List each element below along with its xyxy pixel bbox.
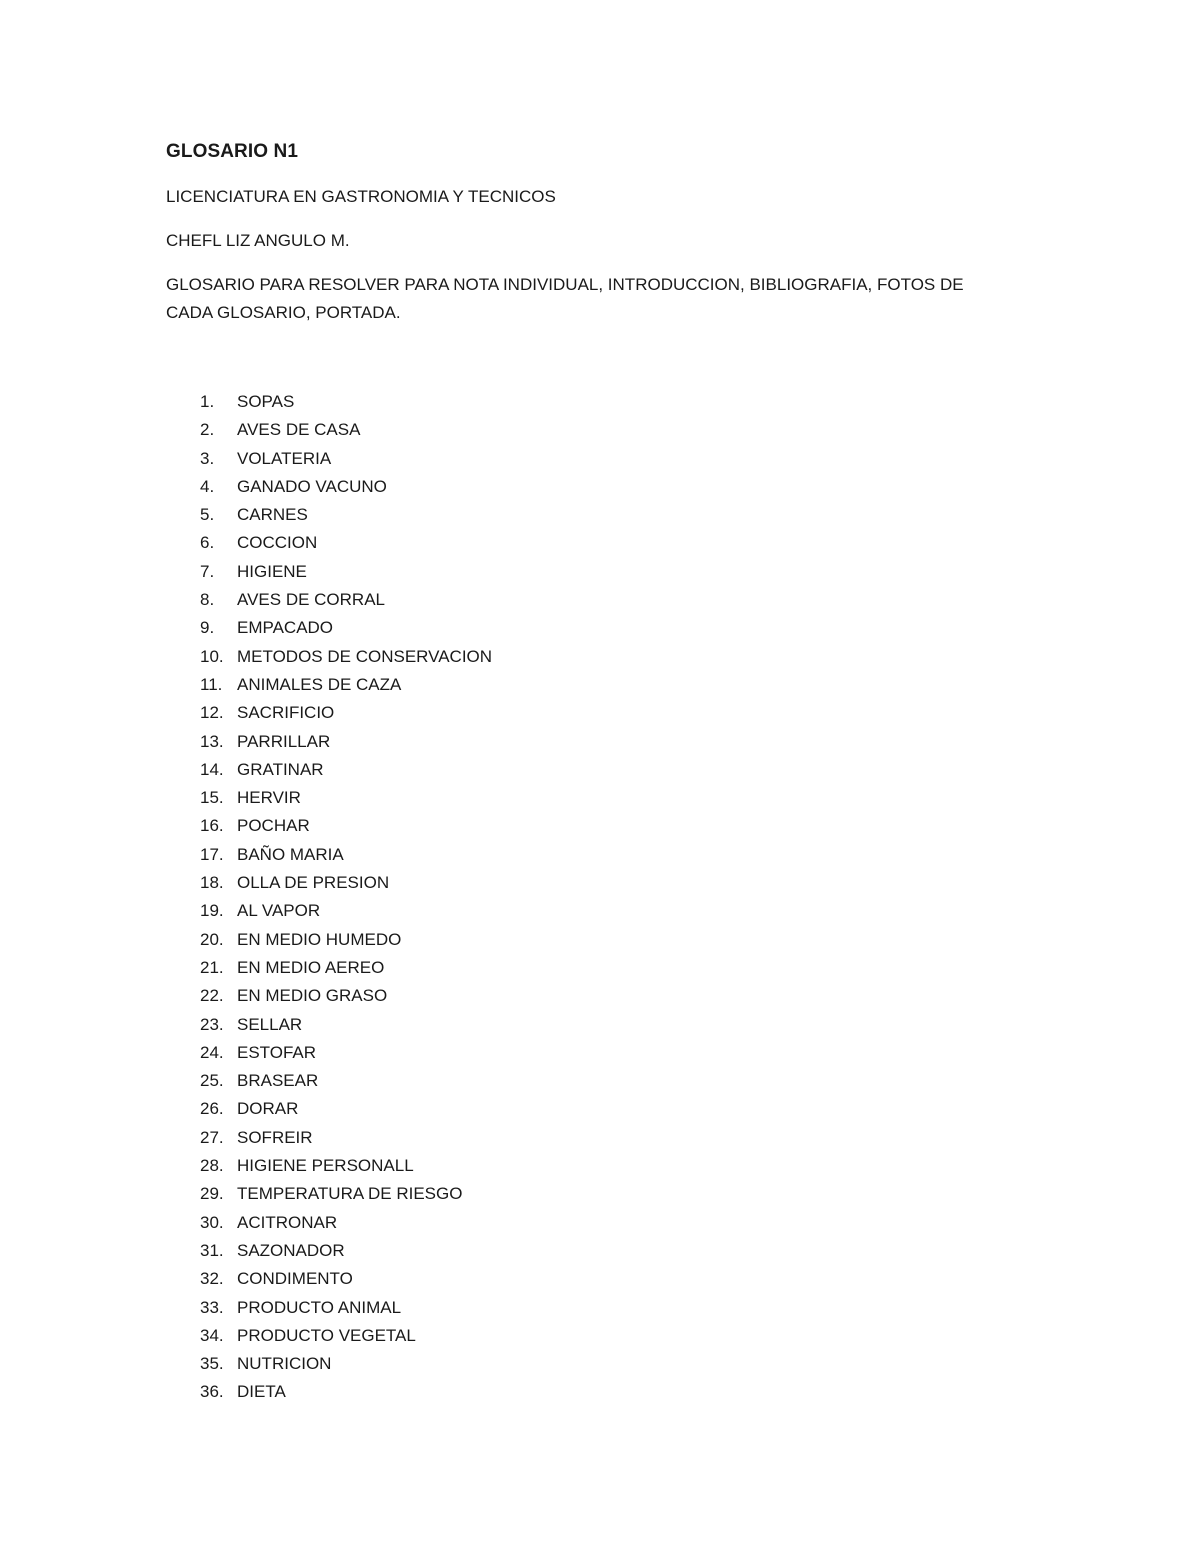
list-item-text: ESTOFAR	[237, 1042, 317, 1062]
list-item	[200, 841, 492, 869]
list-item-number: 3.	[200, 448, 215, 468]
document-title: GLOSARIO N1	[166, 141, 299, 162]
list-item-text: OLLA DE PRESION	[237, 873, 390, 893]
list-item-text: METODOS DE CONSERVACION	[237, 646, 493, 666]
instructor-line: CHEFL LIZ ANGULO M.	[166, 231, 350, 250]
list-item-text: CARNES	[237, 505, 308, 525]
list-item-text: EN MEDIO GRASO	[237, 986, 388, 1006]
list-item-text: PRODUCTO VEGETAL	[237, 1325, 416, 1345]
list-item-number: 4.	[200, 476, 215, 496]
list-item-text: DORAR	[237, 1099, 299, 1119]
instructions-line-1: GLOSARIO PARA RESOLVER PARA NOTA INDIVIDUAL, INTRODUCCION, BIBLIOGRAFIA, FOTOS DE	[166, 275, 964, 294]
list-item-text: EN MEDIO HUMEDO	[237, 929, 402, 949]
list-item-number: 32.	[200, 1269, 224, 1289]
list-item-text: GANADO VACUNO	[237, 476, 387, 496]
list-item	[200, 643, 492, 671]
list-item-text: AVES DE CASA	[237, 420, 361, 440]
list-item	[200, 1209, 492, 1237]
list-item-text: TEMPERATURA DE RIESGO	[237, 1184, 463, 1204]
list-item-number: 12.	[200, 703, 224, 723]
list-item-number: 19.	[200, 901, 224, 921]
list-item-number: 29.	[200, 1184, 224, 1204]
list-item	[200, 812, 492, 840]
program-line: LICENCIATURA EN GASTRONOMIA Y TECNICOS	[166, 187, 556, 206]
list-item-text: POCHAR	[237, 816, 310, 836]
list-item	[200, 445, 492, 473]
list-item-text: SACRIFICIO	[237, 703, 335, 723]
list-item	[200, 1237, 492, 1265]
list-item-text: HIGIENE PERSONALL	[237, 1156, 414, 1176]
list-item-number: 24.	[200, 1042, 224, 1062]
list-item	[200, 473, 492, 501]
list-item-number: 15.	[200, 788, 224, 808]
list-item	[200, 897, 492, 925]
list-item-text: VOLATERIA	[237, 448, 332, 468]
list-item-number: 6.	[200, 533, 215, 553]
list-item-text: BAÑO MARIA	[237, 844, 344, 864]
list-item-number: 30.	[200, 1212, 224, 1232]
list-item-number: 18.	[200, 873, 224, 893]
list-item-text: SOPAS	[237, 392, 295, 411]
list-item	[200, 784, 492, 812]
list-item	[200, 1152, 492, 1180]
list-item-number: 5.	[200, 505, 215, 525]
list-item	[200, 1378, 492, 1406]
list-item	[200, 501, 492, 529]
list-item	[200, 1180, 492, 1208]
list-item-number: 7.	[200, 561, 215, 581]
list-item-text: DIETA	[237, 1382, 286, 1402]
list-item-number: 1.	[200, 392, 215, 411]
list-item-number: 17.	[200, 844, 224, 864]
list-item-number: 21.	[200, 957, 224, 977]
list-item-text: HERVIR	[237, 788, 301, 808]
list-item-text: AL VAPOR	[237, 901, 321, 921]
list-item-number: 25.	[200, 1071, 224, 1091]
instructions-paragraph	[166, 271, 1026, 327]
list-item	[200, 1294, 492, 1322]
list-item	[200, 671, 492, 699]
list-item	[200, 869, 492, 897]
list-item	[200, 926, 492, 954]
list-item-number: 35.	[200, 1354, 224, 1374]
list-item	[200, 756, 492, 784]
list-item-number: 9.	[200, 618, 215, 638]
list-item	[200, 1265, 492, 1293]
list-item-text: CONDIMENTO	[237, 1269, 353, 1289]
list-item	[200, 1067, 492, 1095]
list-item-text: ANIMALES DE CAZA	[237, 674, 402, 694]
list-item	[200, 1039, 492, 1067]
list-item-number: 27.	[200, 1127, 224, 1147]
list-item-number: 31.	[200, 1240, 224, 1260]
list-item	[200, 699, 492, 727]
glossary-list	[200, 388, 492, 1407]
list-item-number: 8.	[200, 590, 215, 610]
list-item-text: SAZONADOR	[237, 1240, 345, 1260]
list-item	[200, 529, 492, 557]
list-item	[200, 728, 492, 756]
list-item-number: 20.	[200, 929, 224, 949]
list-item-number: 16.	[200, 816, 224, 836]
list-item	[200, 416, 492, 444]
list-item-text: AVES DE CORRAL	[237, 590, 386, 610]
list-item	[200, 614, 492, 642]
list-item	[200, 1124, 492, 1152]
list-item	[200, 1350, 492, 1378]
list-item-text: HIGIENE	[237, 561, 307, 581]
list-item	[200, 1095, 492, 1123]
list-item	[200, 388, 492, 416]
list-item	[200, 1011, 492, 1039]
list-item-number: 2.	[200, 420, 215, 440]
list-item-number: 36.	[200, 1382, 224, 1402]
list-item	[200, 558, 492, 586]
list-item-text: ACITRONAR	[237, 1212, 338, 1232]
list-item	[200, 586, 492, 614]
list-item-text: EMPACADO	[237, 618, 334, 638]
list-item-number: 26.	[200, 1099, 224, 1119]
document-body	[166, 138, 1026, 327]
list-item-number: 11.	[200, 674, 223, 694]
list-item-number: 14.	[200, 759, 224, 779]
list-item	[200, 1322, 492, 1350]
list-item-number: 34.	[200, 1325, 224, 1345]
list-item-text: GRATINAR	[237, 759, 324, 779]
list-item-text: SELLAR	[237, 1014, 303, 1034]
list-item-number: 10.	[200, 646, 224, 666]
list-item-text: PARRILLAR	[237, 731, 331, 751]
list-item-text: COCCION	[237, 533, 318, 553]
list-item	[200, 954, 492, 982]
list-item-text: BRASEAR	[237, 1071, 319, 1091]
list-item-text: SOFREIR	[237, 1127, 313, 1147]
list-item-number: 22.	[200, 986, 224, 1006]
list-item-text: PRODUCTO ANIMAL	[237, 1297, 402, 1317]
instructions-line-2: CADA GLOSARIO, PORTADA.	[166, 303, 401, 322]
list-item-number: 23.	[200, 1014, 224, 1034]
list-item-text: NUTRICION	[237, 1354, 332, 1374]
list-item-number: 28.	[200, 1156, 224, 1176]
list-item	[200, 982, 492, 1010]
list-item-number: 13.	[200, 731, 224, 751]
list-item-text: EN MEDIO AEREO	[237, 957, 385, 977]
list-item-number: 33.	[200, 1297, 224, 1317]
